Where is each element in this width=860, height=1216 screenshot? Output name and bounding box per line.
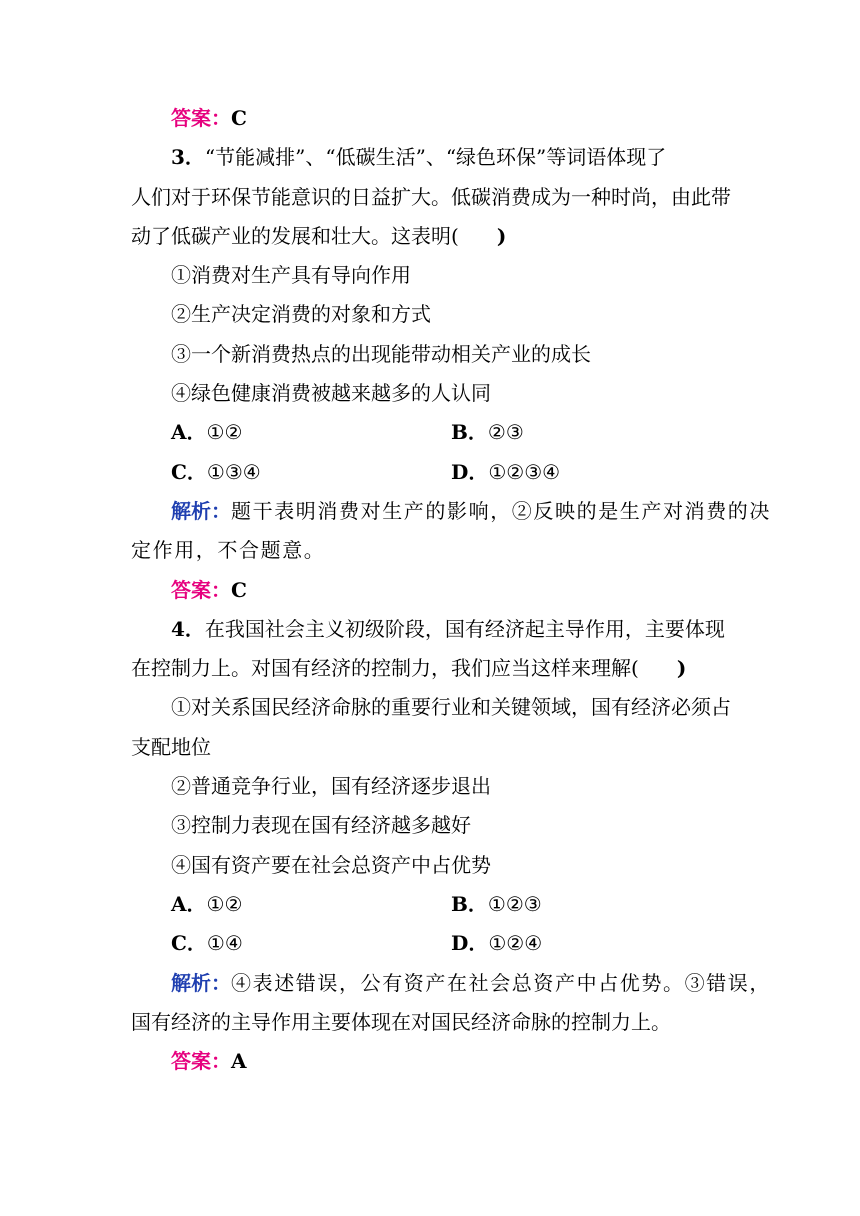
- analysis-text: 国有经济的主导作用主要体现在对国民经济命脉的控制力上。: [131, 1009, 671, 1034]
- option-d: [451, 924, 731, 963]
- option-text: ①③④: [206, 459, 261, 484]
- option-letter: A．: [171, 420, 207, 445]
- answer-value: C: [231, 577, 247, 602]
- analysis-text: 定作用，不合题意。: [131, 538, 326, 563]
- question-4-item: [131, 767, 731, 806]
- item-text: ③控制力表现在国有经济越多越好: [171, 813, 471, 838]
- question-4-item-1-line-1: [131, 688, 731, 727]
- question-4-options-row-1: [131, 885, 731, 924]
- question-paren-close: ): [496, 223, 507, 248]
- question-3-item: [131, 374, 731, 413]
- question-3-item: [131, 256, 731, 295]
- option-letter: D．: [451, 459, 489, 484]
- question-4-item: [131, 806, 731, 845]
- question-3-line-1: [131, 138, 731, 177]
- question-text: 人们对于环保节能意识的日益扩大。低碳消费成为一种时尚，由此带: [131, 184, 731, 209]
- option-letter: B．: [451, 891, 488, 916]
- option-c: [171, 453, 451, 492]
- question-text: 在控制力上。对国有经济的控制力，我们应当这样来理解(: [131, 656, 639, 681]
- question-4-options-row-2: [131, 924, 731, 963]
- answer-label: 答案：: [171, 1049, 231, 1074]
- item-text: ②生产决定消费的对象和方式: [171, 302, 431, 327]
- question-paren-close: ): [676, 656, 687, 681]
- answer-value: C: [231, 106, 247, 130]
- option-c: [171, 924, 451, 963]
- question-number: 4．: [171, 616, 205, 641]
- analysis-label: 解析：: [171, 498, 231, 523]
- option-b: [451, 885, 731, 924]
- option-text: ①②④: [488, 931, 543, 956]
- question-3-line-3: [131, 217, 731, 256]
- question-4-item: [131, 846, 731, 885]
- option-letter: C．: [171, 459, 207, 484]
- question-text: “节能减排”、“低碳生活”、“绿色环保”等词语体现了: [204, 145, 667, 170]
- option-text: ①②③④: [488, 459, 561, 484]
- option-letter: C．: [171, 931, 207, 956]
- question-text: 动了低碳产业的发展和壮大。这表明(: [131, 223, 459, 248]
- question-3-options-row-2: [131, 453, 731, 492]
- option-letter: D．: [451, 931, 489, 956]
- question-4-analysis-line-1: [131, 964, 771, 1003]
- answer-line-prev: [131, 99, 731, 138]
- option-d: [451, 453, 731, 492]
- answer-label: 答案：: [171, 577, 231, 602]
- question-text: 在我国社会主义初级阶段，国有经济起主导作用，主要体现: [204, 616, 725, 641]
- question-4-answer: [131, 1042, 731, 1081]
- question-3-answer: [131, 571, 731, 610]
- question-4-line-1: [131, 610, 731, 649]
- option-text: ①④: [206, 931, 243, 956]
- item-text: ④绿色健康消费被越来越多的人认同: [171, 381, 491, 406]
- option-text: ①②: [206, 420, 243, 445]
- item-text: ③一个新消费热点的出现能带动相关产业的成长: [171, 341, 591, 366]
- option-text: ②③: [487, 420, 524, 445]
- question-3-analysis-line-1: [131, 492, 771, 531]
- answer-value: A: [231, 1049, 247, 1074]
- question-4-line-2: [131, 649, 731, 688]
- document-page: [131, 99, 771, 1081]
- option-b: [451, 413, 731, 452]
- item-text: ①对关系国民经济命脉的重要行业和关键领域，国有经济必须占: [171, 695, 731, 720]
- option-a: [171, 885, 451, 924]
- analysis-text: ④表述错误，公有资产在社会总资产中占优势。③错误，: [231, 970, 771, 995]
- question-number: 3．: [171, 145, 205, 170]
- question-4-analysis-line-2: [131, 1003, 731, 1042]
- analysis-label: 解析：: [171, 970, 231, 995]
- option-letter: B．: [451, 420, 488, 445]
- question-3-item: [131, 295, 731, 334]
- question-3-options-row-1: [131, 413, 731, 452]
- item-text: ②普通竞争行业，国有经济逐步退出: [171, 774, 491, 799]
- question-4-item-1-line-2: [131, 728, 731, 767]
- option-a: [171, 413, 451, 452]
- item-text: 支配地位: [131, 734, 211, 759]
- analysis-text: 题干表明消费对生产的影响，②反映的是生产对消费的决: [231, 498, 771, 523]
- item-text: ①消费对生产具有导向作用: [171, 263, 411, 288]
- option-letter: A．: [171, 891, 207, 916]
- question-3-analysis-line-2: [131, 531, 731, 570]
- item-text: ④国有资产要在社会总资产中占优势: [171, 852, 491, 877]
- question-3-line-2: [131, 178, 731, 217]
- question-3-item: [131, 335, 731, 374]
- option-text: ①②③: [487, 891, 542, 916]
- option-text: ①②: [206, 891, 243, 916]
- answer-label: 答案：: [171, 106, 231, 130]
